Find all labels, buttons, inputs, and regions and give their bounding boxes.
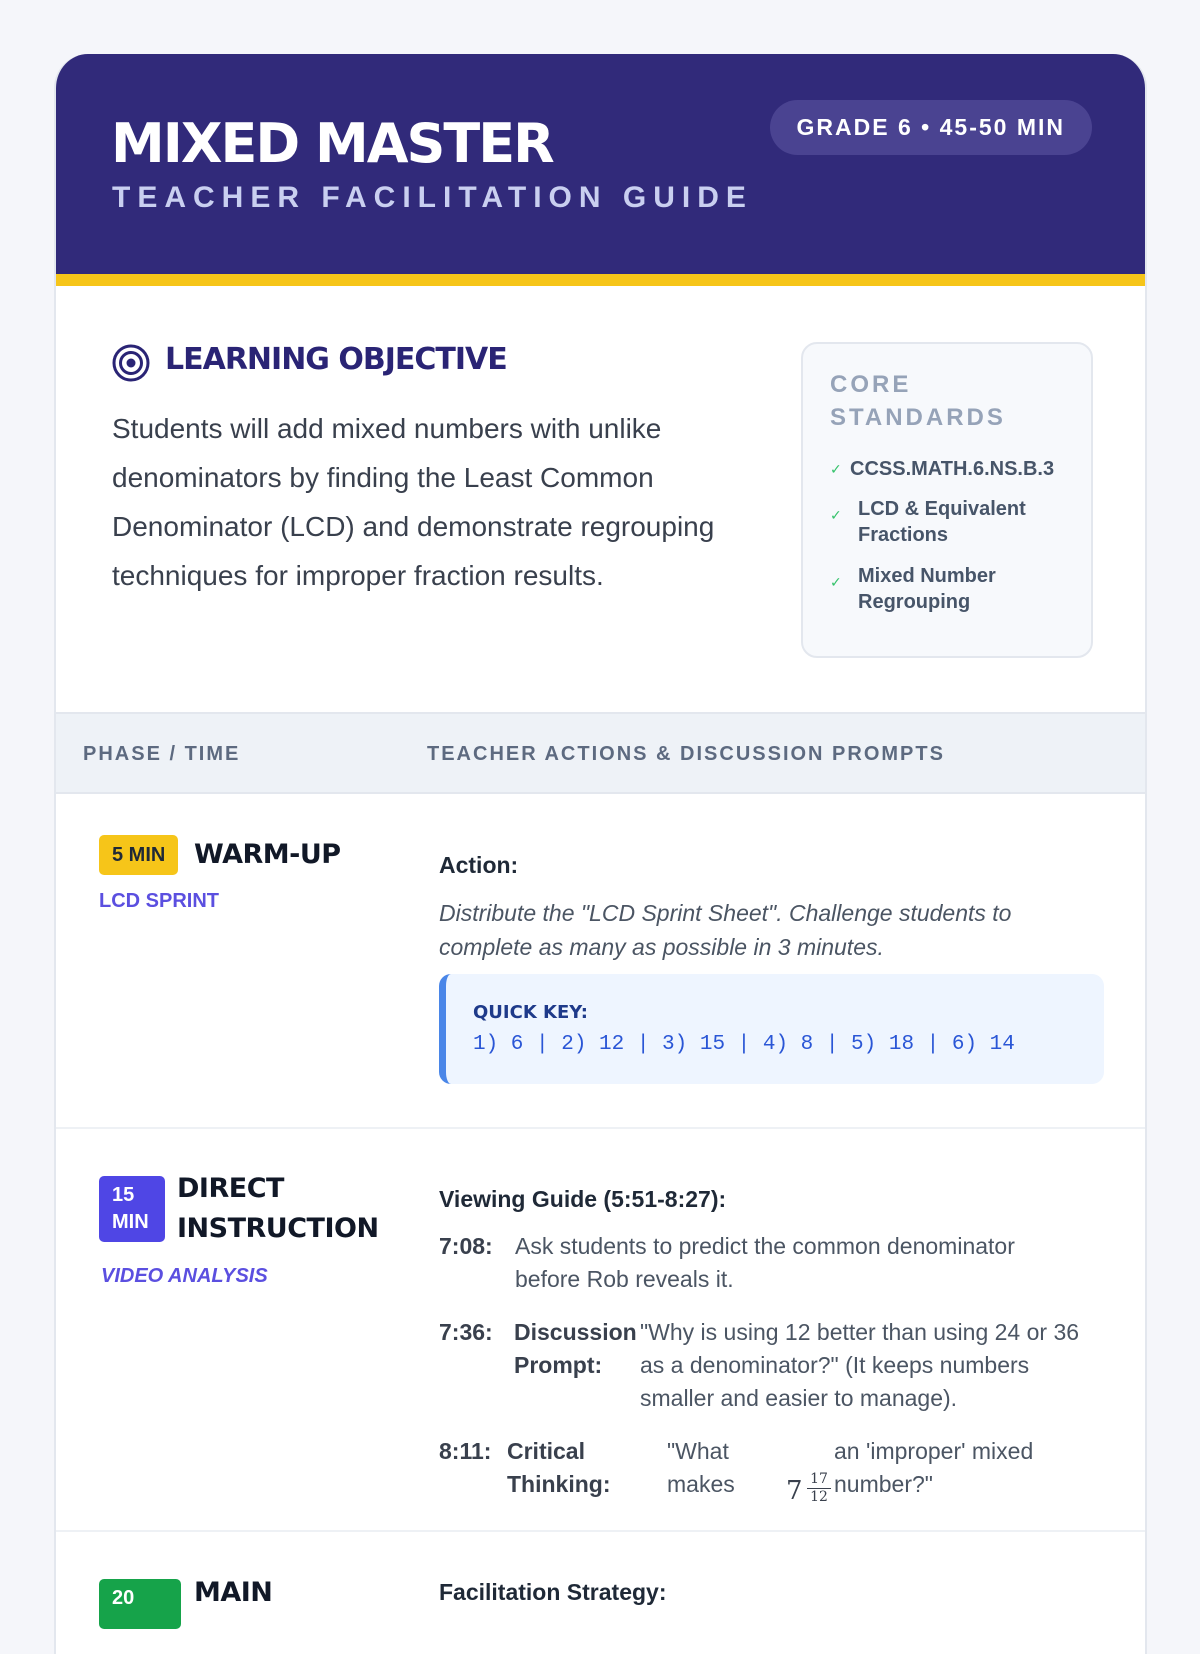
guide-text: Ask students to predict the common denominator before Rob reveals it. bbox=[515, 1233, 1015, 1292]
objective-heading: LEARNING OBJECTIVE bbox=[165, 342, 507, 377]
guide-text: "Why is using 12 better than using 24 or 36 as a denominator?" (It keeps numbers smaller and easier to manage). bbox=[640, 1319, 1080, 1411]
phase-subtitle: LCD SPRINT bbox=[99, 890, 219, 912]
strategy-label: Facilitation Strategy: bbox=[439, 1579, 667, 1605]
objective-text: Students will add mixed numbers with unlike denominators by finding the Least Common Denominator (LCD) and demonstrate regrouping techniques for improper fraction results. bbox=[112, 413, 715, 591]
fraction-whole: 7 bbox=[786, 1476, 803, 1506]
guide-text-line: number?" bbox=[834, 1471, 933, 1497]
target-icon bbox=[112, 344, 150, 382]
fraction-numerator: 17 bbox=[810, 1471, 828, 1487]
prompt-label-line: Critical bbox=[507, 1438, 585, 1464]
check-icon: ✓ bbox=[830, 507, 842, 523]
check-icon: ✓ bbox=[830, 574, 842, 590]
prompt-label bbox=[507, 1435, 610, 1501]
duration-badge bbox=[99, 1579, 181, 1629]
phase-title: MAIN bbox=[194, 1577, 273, 1608]
header-banner bbox=[56, 54, 1145, 286]
core-standards-panel bbox=[801, 342, 1093, 658]
guide-card bbox=[54, 54, 1147, 1654]
standard-label: Mixed Number Regrouping bbox=[858, 565, 996, 613]
timestamp: 7:08: bbox=[439, 1233, 493, 1259]
guide-text-line: "What bbox=[667, 1438, 729, 1464]
column-header-actions: TEACHER ACTIONS & DISCUSSION PROMPTS bbox=[427, 743, 945, 765]
phase-title bbox=[177, 1169, 379, 1249]
column-header-phase: PHASE / TIME bbox=[83, 743, 241, 765]
standard-label: CCSS.MATH.6.NS.B.3 bbox=[850, 458, 1055, 480]
page-title: MIXED MASTER bbox=[111, 112, 553, 175]
badge-line: 15 bbox=[112, 1184, 135, 1206]
standard-label: LCD & Equivalent Fractions bbox=[858, 498, 1026, 546]
timestamp: 7:36: bbox=[439, 1319, 493, 1345]
phase-subtitle: VIDEO ANALYSIS bbox=[101, 1265, 268, 1287]
fraction-denominator: 12 bbox=[810, 1489, 828, 1505]
guide-text bbox=[834, 1435, 1033, 1501]
table-header bbox=[56, 712, 1145, 794]
row-divider bbox=[56, 1127, 1145, 1129]
quick-key-values: 1) 6 | 2) 12 | 3) 15 | 4) 8 | 5) 18 | 6) 14 bbox=[473, 1033, 1015, 1056]
check-icon: ✓ bbox=[830, 461, 842, 477]
standards-title: CORE STANDARDS bbox=[830, 371, 1006, 431]
prompt-label-line: Discussion bbox=[514, 1319, 637, 1345]
quick-key-label: QUICK KEY: bbox=[473, 1002, 588, 1023]
prompt-label-line: Prompt: bbox=[514, 1352, 603, 1378]
phase-title: WARM-UP bbox=[194, 839, 341, 870]
page-subtitle: TEACHER FACILITATION GUIDE bbox=[112, 181, 753, 214]
action-text: Distribute the "LCD Sprint Sheet". Challenge students to complete as many as possible in 3 minutes. bbox=[439, 900, 1012, 960]
action-label: Action: bbox=[439, 852, 519, 878]
timestamp: 8:11: bbox=[439, 1438, 492, 1464]
duration-badge bbox=[99, 1176, 165, 1242]
row-divider bbox=[56, 1530, 1145, 1532]
guide-text bbox=[667, 1435, 735, 1501]
phase-title-line: DIRECT bbox=[177, 1173, 284, 1204]
duration-badge: 5 MIN bbox=[99, 835, 178, 875]
viewing-guide-label: Viewing Guide (5:51-8:27): bbox=[439, 1186, 727, 1212]
phase-title-line: INSTRUCTION bbox=[177, 1213, 379, 1244]
grade-duration-badge: GRADE 6 • 45-50 MIN bbox=[770, 100, 1092, 155]
badge-line: MIN bbox=[112, 1211, 149, 1233]
guide-text-line: an 'improper' mixed bbox=[834, 1438, 1034, 1464]
prompt-label-line: Thinking: bbox=[507, 1471, 611, 1497]
prompt-label bbox=[514, 1316, 637, 1382]
guide-text-line: makes bbox=[667, 1471, 735, 1497]
badge-line: 20 bbox=[112, 1587, 135, 1609]
quick-key-box bbox=[439, 974, 1104, 1084]
